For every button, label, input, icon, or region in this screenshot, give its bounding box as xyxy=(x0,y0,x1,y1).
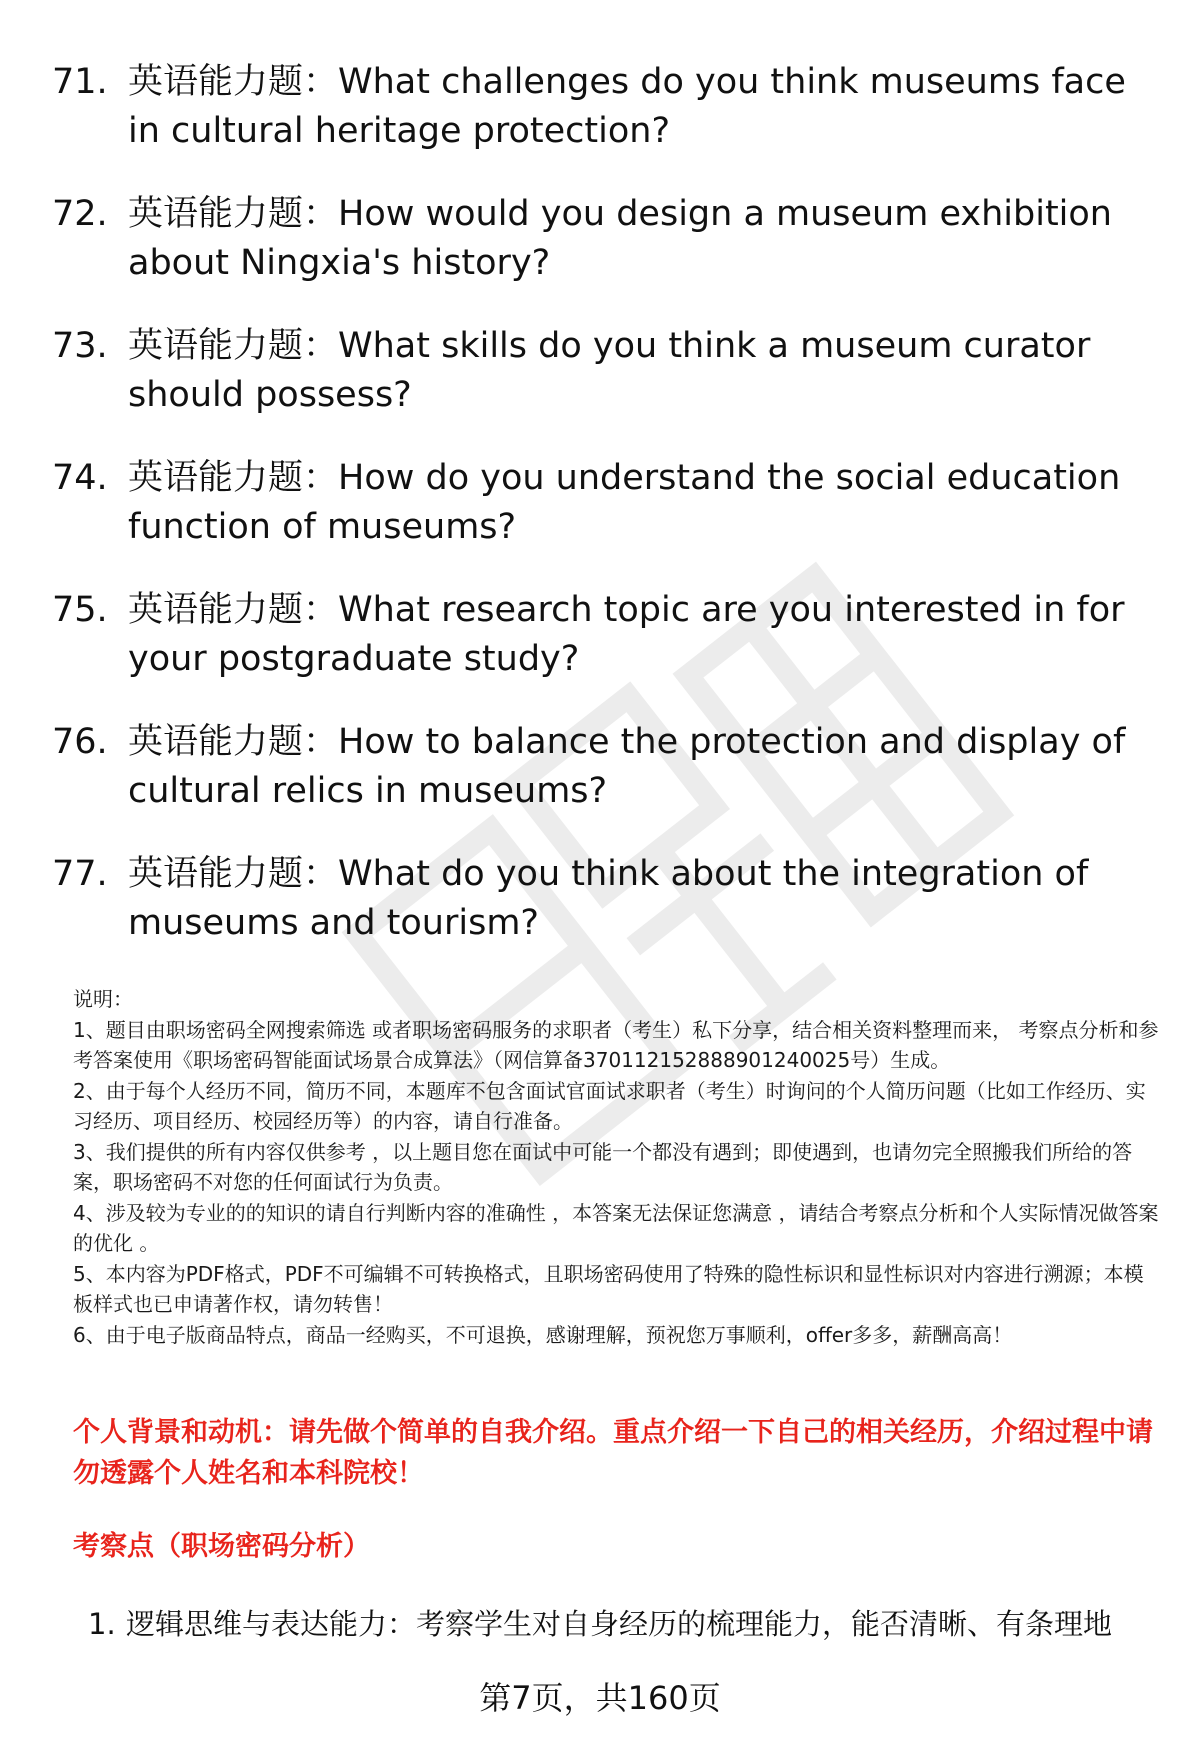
question-item xyxy=(52,322,1142,420)
question-item xyxy=(52,850,1142,948)
page-number: 第7页，共160页 xyxy=(479,1679,721,1717)
question-text: 英语能力题：How would you design a museum exhibition about Ningxia's history? xyxy=(128,194,1112,283)
question-number: 77. xyxy=(52,854,108,894)
point-text: 逻辑思维与表达能力：考察学生对自身经历的梳理能力，能否清晰、有条理地 xyxy=(126,1607,1113,1641)
note-item: 6、由于电子版商品特点，商品一经购买，不可退换，感谢理解，预祝您万事顺利，offer多多，薪酬高高！ xyxy=(73,1322,1013,1347)
note-item: 4、涉及较为专业的的知识的请自行判断内容的准确性 ，本答案无法保证您满意 ，请结合考察点分析和个人实际情况做答案的优化 。 xyxy=(73,1200,1159,1255)
question-text: 英语能力题：What skills do you think a museum curator should possess? xyxy=(128,326,1091,415)
question-number: 76. xyxy=(52,722,108,762)
question-item xyxy=(52,190,1142,288)
question-text: 英语能力题：What challenges do you think museums face in cultural heritage protection? xyxy=(128,62,1126,151)
disclaimer-notes xyxy=(73,984,1163,1350)
question-number: 75. xyxy=(52,590,108,630)
question-text: 英语能力题：What do you think about the integration of museums and tourism? xyxy=(128,854,1089,943)
analysis-point xyxy=(88,1603,1178,1645)
question-item xyxy=(52,586,1142,684)
question-text: 英语能力题：How do you understand the social education function of museums? xyxy=(128,458,1121,547)
point-number: 1. xyxy=(88,1607,116,1641)
note-item: 2、由于每个人经历不同，简历不同，本题库不包含面试官面试求职者（考生）时询问的个人简历问题（比如工作经历、实习经历、项目经历、校园经历等）的内容，请自行准备。 xyxy=(73,1078,1146,1133)
question-text: 英语能力题：How to balance the protection and display of cultural relics in museums? xyxy=(128,722,1126,811)
note-item: 3、我们提供的所有内容仅供参考 ，以上题目您在面试中可能一个都没有遇到；即使遇到，也请勿完全照搬我们所给的答案，职场密码不对您的任何面试行为负责。 xyxy=(73,1139,1133,1194)
section-intro: 个人背景和动机：请先做个简单的自我介绍。重点介绍一下自己的相关经历，介绍过程中请勿透露个人姓名和本科院校！ xyxy=(73,1417,1153,1489)
question-text: 英语能力题：What research topic are you interested in for your postgraduate study? xyxy=(128,590,1125,679)
section-heading: 考察点（职场密码分析） xyxy=(73,1531,370,1562)
question-item xyxy=(52,454,1142,552)
notes-title: 说明： xyxy=(73,987,133,1011)
question-item xyxy=(52,58,1142,156)
question-list xyxy=(52,58,1142,982)
question-number: 73. xyxy=(52,326,108,366)
question-number: 74. xyxy=(52,458,108,498)
question-number: 71. xyxy=(52,62,108,102)
question-item xyxy=(52,718,1142,816)
question-number: 72. xyxy=(52,194,108,234)
note-item: 5、本内容为PDF格式，PDF不可编辑不可转换格式，且职场密码使用了特殊的隐性标识和显性标识对内容进行溯源；本模板样式也已申请著作权，请勿转售！ xyxy=(73,1261,1144,1316)
note-item: 1、题目由职场密码全网搜索筛选 或者职场密码服务的求职者（考生）私下分享，结合相关资料整理而来， 考察点分析和参考答案使用《职场密码智能面试场景合成算法》（网信算备370112152888901240025号）生成。 xyxy=(73,1017,1159,1072)
